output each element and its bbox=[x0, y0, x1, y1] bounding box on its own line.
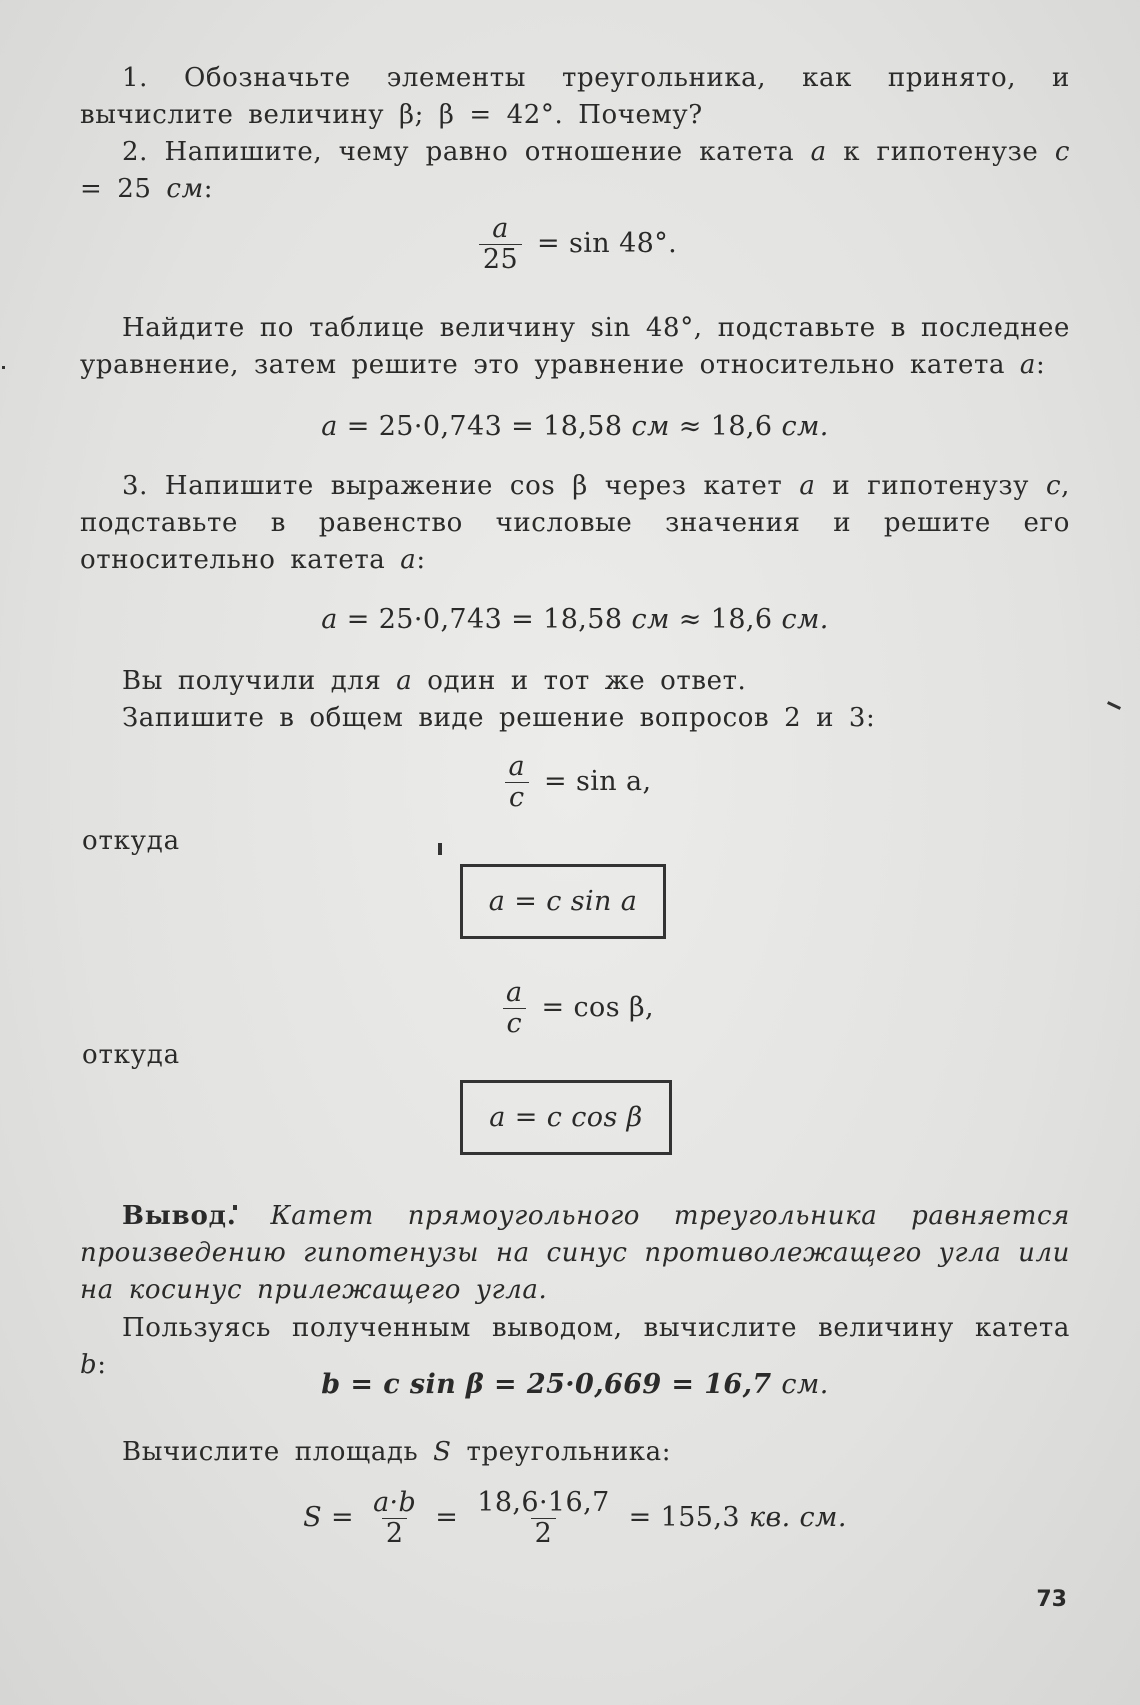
equals: = bbox=[426, 1502, 468, 1533]
page-number: 73 bbox=[1036, 1587, 1067, 1612]
equation-leg-a-2 bbox=[80, 579, 1070, 663]
unit-cm: см. bbox=[781, 604, 829, 635]
use-conclusion-text: Пользуясь полученным выводом, вычислите величину катета bbox=[122, 1313, 1070, 1343]
fraction-denominator: c bbox=[503, 1008, 527, 1039]
conclusion-lead: Вывод. bbox=[122, 1201, 237, 1231]
boxed-formula-cos bbox=[62, 1080, 1070, 1192]
unit-cm: см. bbox=[781, 411, 829, 442]
question-2 bbox=[80, 134, 1070, 208]
same-answer-text-a: Вы получили для bbox=[122, 666, 397, 696]
fraction-denominator: 2 bbox=[531, 1518, 557, 1549]
q2-text-b: к гипотенузе bbox=[826, 137, 1055, 167]
q3-text-c: , подставьте в равенство числовые значения и решите его относительно катета bbox=[80, 471, 1070, 575]
area-line bbox=[80, 1434, 1070, 1484]
q3-text-a: 3. Напишите выражение cos β через катет bbox=[122, 471, 800, 501]
var-a: a bbox=[321, 604, 338, 635]
var-a: a bbox=[321, 411, 338, 442]
same-answer-text-b: один и тот же ответ. bbox=[412, 666, 747, 696]
use-conclusion-tail: : bbox=[97, 1350, 107, 1380]
equation-rhs: = cos β, bbox=[532, 992, 654, 1023]
scan-speck bbox=[1107, 701, 1121, 710]
equation-leg-a-1 bbox=[80, 386, 1070, 468]
boxed-formula-sin bbox=[56, 864, 1070, 960]
fraction-denominator: 2 bbox=[382, 1518, 408, 1549]
q2-text-d: : bbox=[203, 174, 214, 204]
write-general-line bbox=[80, 700, 1070, 752]
conclusion-text: Катет прямоугольного треугольника равняется произведению гипотенузы на синус противолежащего угла или на косинус прилежащего угла. bbox=[80, 1201, 1070, 1305]
fraction-numerator: a·b bbox=[373, 1487, 417, 1518]
equation-lhs: b = c sin β = 25·0,669 = 16,7 bbox=[321, 1369, 782, 1400]
beta-symbol: β bbox=[438, 100, 455, 130]
var-S: S bbox=[433, 1437, 452, 1467]
question-3 bbox=[80, 468, 1070, 579]
q3-tail: : bbox=[416, 545, 426, 575]
var-a: a bbox=[400, 545, 417, 575]
equals: = bbox=[322, 1502, 364, 1533]
formula-box: a = c sin a bbox=[460, 864, 667, 939]
whence-label: откуда bbox=[82, 826, 180, 856]
same-answer-line bbox=[80, 663, 1070, 700]
var-S: S bbox=[303, 1502, 323, 1533]
fraction-numerator: a bbox=[508, 751, 525, 782]
q2-text-a: 2. Напишите, чему равно отношение катета bbox=[122, 137, 811, 167]
fraction bbox=[369, 1488, 420, 1549]
fraction bbox=[473, 1488, 613, 1549]
conclusion bbox=[80, 1192, 1070, 1310]
q1-text-b: ; bbox=[414, 100, 439, 130]
var-a: a bbox=[396, 666, 413, 696]
equation-middle: = 25·0,743 = 18,58 bbox=[337, 604, 632, 635]
var-b: b bbox=[80, 1350, 98, 1380]
unit-cm: см bbox=[166, 174, 204, 204]
question-1 bbox=[80, 60, 1070, 134]
var-a: a bbox=[810, 137, 827, 167]
equation-rhs: = sin 48°. bbox=[528, 228, 678, 259]
paragraph-find-sin bbox=[80, 310, 1070, 386]
area-text-a: Вычислите площадь bbox=[122, 1437, 434, 1467]
unit-cm: см bbox=[631, 411, 670, 442]
unit-cm: см. bbox=[781, 1369, 829, 1400]
formula-box: a = c cos β bbox=[460, 1080, 671, 1155]
fraction bbox=[504, 752, 529, 813]
equation-approx: ≈ 18,6 bbox=[669, 411, 782, 442]
var-a: a bbox=[1019, 350, 1037, 380]
paragraph-tail: : bbox=[1036, 350, 1046, 380]
fraction-numerator: a bbox=[492, 213, 509, 244]
equation-middle: = 25·0,743 = 18,58 bbox=[337, 411, 632, 442]
fraction-numerator: a bbox=[506, 977, 523, 1008]
paragraph-text: Найдите по таблице величину sin 48°, подставьте в последнее уравнение, затем решите это уравнение относительно катета bbox=[80, 313, 1070, 380]
fraction bbox=[479, 214, 522, 275]
unit-sq-cm: кв. см. bbox=[748, 1502, 847, 1533]
q2-text-c: = 25 bbox=[80, 174, 167, 204]
q1-text-a: 1. Обозначьте элементы треугольника, как принято, и вычислите величину bbox=[80, 63, 1070, 130]
fraction bbox=[502, 978, 527, 1039]
equation-approx: ≈ 18,6 bbox=[669, 604, 782, 635]
write-general-text: Запишите в общем виде решение вопросов 2 и 3: bbox=[122, 703, 876, 733]
fraction-denominator: c bbox=[505, 782, 529, 813]
whence-label: откуда bbox=[82, 1040, 180, 1070]
q3-text-b: и гипотенузу bbox=[815, 471, 1046, 501]
fraction-numerator: 18,6·16,7 bbox=[477, 1487, 610, 1518]
equation-ratio-sin48 bbox=[80, 208, 1070, 310]
equation-ratio-sin bbox=[80, 752, 1070, 826]
beta-symbol: β bbox=[398, 100, 415, 130]
var-a: a bbox=[799, 471, 816, 501]
fraction-denominator: 25 bbox=[479, 244, 522, 275]
page-body bbox=[80, 60, 1070, 1558]
equation-rhs: = sin a, bbox=[534, 766, 652, 797]
equation-area bbox=[80, 1484, 1070, 1558]
var-c: c bbox=[1045, 471, 1062, 501]
unit-cm: см bbox=[631, 604, 670, 635]
q1-text-c: = 42°. Почему? bbox=[454, 100, 703, 130]
var-c: c bbox=[1054, 137, 1070, 167]
equation-ratio-cos bbox=[80, 960, 1070, 1040]
scan-speck bbox=[2, 366, 5, 369]
equation-result: = 155,3 bbox=[619, 1502, 749, 1533]
use-conclusion-line bbox=[80, 1310, 1070, 1380]
equation-leg-b bbox=[80, 1360, 1070, 1434]
area-text-b: треугольника: bbox=[451, 1437, 672, 1467]
